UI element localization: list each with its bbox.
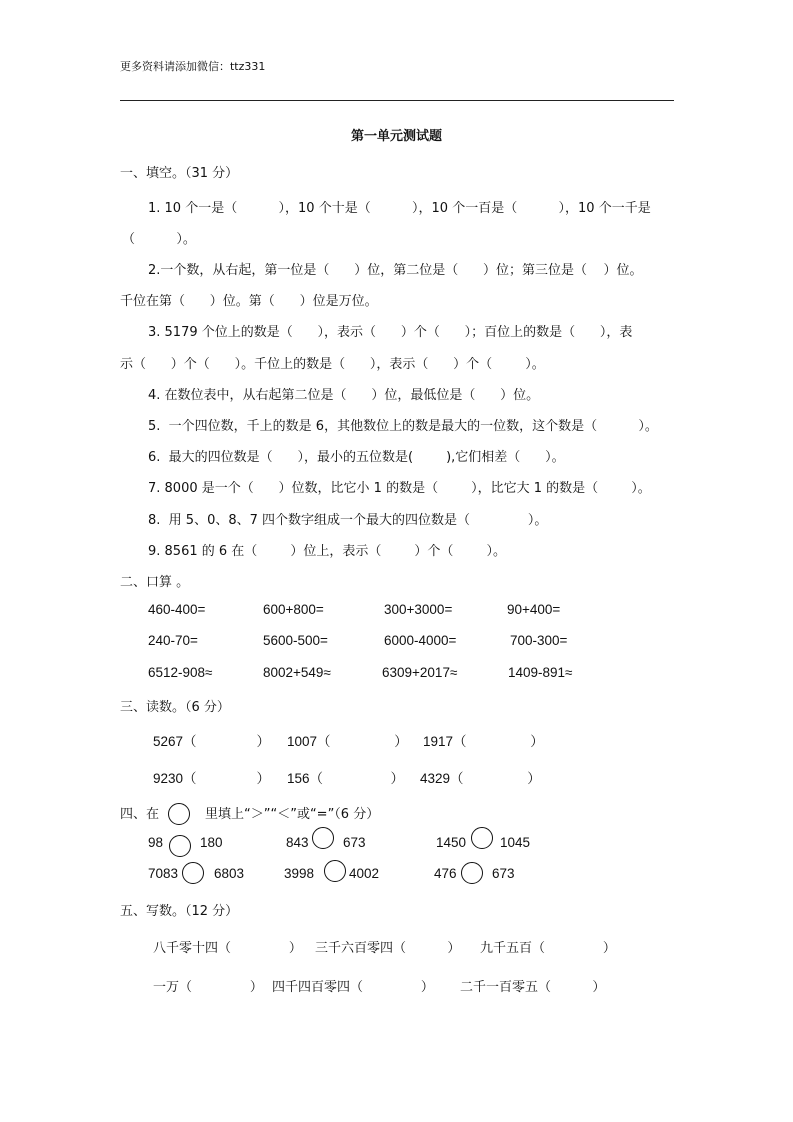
read-item: 156（ ） [287,771,405,786]
answer-circle[interactable] [471,827,493,849]
compare-left: 98 [148,835,164,850]
calc-item: 6000-4000= [384,633,457,648]
read-item: 1917（ ） [423,734,544,749]
page-title: 第一单元测试题 [350,129,442,144]
read-item: 4329（ ） [420,771,541,786]
compare-right: 180 [200,835,223,850]
calc-item: 460-400= [148,602,206,617]
section-heading-calc: 二、口算 。 [120,575,190,590]
header-rule [120,100,674,101]
write-item: 四千四百零四（ ） [272,980,434,995]
compare-left: 1450 [436,835,467,850]
answer-circle[interactable] [168,803,190,825]
answer-circle[interactable] [169,835,191,857]
write-item: 二千一百零五（ ） [460,980,606,995]
calc-item: 6309+2017≈ [382,665,458,680]
compare-right: 1045 [500,835,531,850]
write-item: 三千六百零四（ ） [315,941,461,956]
answer-circle[interactable] [182,862,204,884]
question-line: 8. 用 5、0、8、7 四个数字组成一个最大的四位数是（ ）。 [148,513,548,528]
section-heading-read: 三、读数。（6 分） [120,700,230,715]
question-line: 5. 一个四位数，千上的数是 6，其他数位上的数是最大的一位数，这个数是（ ）。 [148,419,658,434]
header-note: 更多资料请添加微信：ttz331 [120,60,266,73]
question-line: 9. 8561 的 6 在（ ）位上，表示（ ）个（ ）。 [148,544,506,559]
compare-right: 673 [492,866,515,881]
question-line: 2.一个数，从右起，第一位是（ ）位，第二位是（ ）位；第三位是（ ）位。 [148,263,643,278]
section-heading-write: 五、写数。（12 分） [120,904,239,919]
question-line: 3. 5179 个位上的数是（ ），表示（ ）个（ ）；百位上的数是（ ），表 [148,325,633,340]
question-line: 7. 8000 是一个（ ）位数，比它小 1 的数是（ ），比它大 1 的数是（ ）。 [148,481,651,496]
calc-item: 600+800= [263,602,324,617]
calc-item: 240-70= [148,633,198,648]
calc-item: 300+3000= [384,602,453,617]
calc-item: 700-300= [510,633,568,648]
read-item: 9230（ ） [153,771,271,786]
calc-item: 1409-891≈ [508,665,573,680]
read-item: 5267（ ） [153,734,271,749]
section-heading-fill: 一、填空。（31 分） [120,166,239,181]
read-item: 1007（ ） [287,734,408,749]
compare-left: 7083 [148,866,179,881]
answer-circle[interactable] [312,827,334,849]
compare-left: 3998 [284,866,315,881]
answer-circle[interactable] [324,860,346,882]
question-line: 1. 10 个一是（ ），10 个十是（ ），10 个一百是（ ），10 个一千是 [148,201,651,216]
question-line: 千位在第（ ）位。第（ ）位是万位。 [120,294,378,309]
answer-circle[interactable] [461,862,483,884]
question-line: （ ）。 [122,232,196,247]
compare-left: 476 [434,866,457,881]
question-line: 6. 最大的四位数是（ ），最小的五位数是( ),它们相差（ ）。 [148,450,565,465]
calc-item: 8002+549≈ [263,665,331,680]
question-line: 4. 在数位表中，从右起第二位是（ ）位，最低位是（ ）位。 [148,388,540,403]
calc-item: 6512-908≈ [148,665,213,680]
calc-item: 5600-500= [263,633,328,648]
write-item: 一万（ ） [153,980,263,995]
compare-right: 673 [343,835,366,850]
write-item: 八千零十四（ ） [153,941,302,956]
compare-right: 4002 [349,866,380,881]
question-line: 示（ ）个（ ）。千位上的数是（ ），表示（ ）个（ ）。 [120,357,545,372]
compare-right: 6803 [214,866,245,881]
write-item: 九千五百（ ） [480,941,616,956]
section-heading-compare-rest: 里填上“＞”“＜”或“=”（6 分） [205,807,380,822]
section-heading-compare: 四、在 [120,807,160,822]
compare-left: 843 [286,835,309,850]
calc-item: 90+400= [507,602,561,617]
